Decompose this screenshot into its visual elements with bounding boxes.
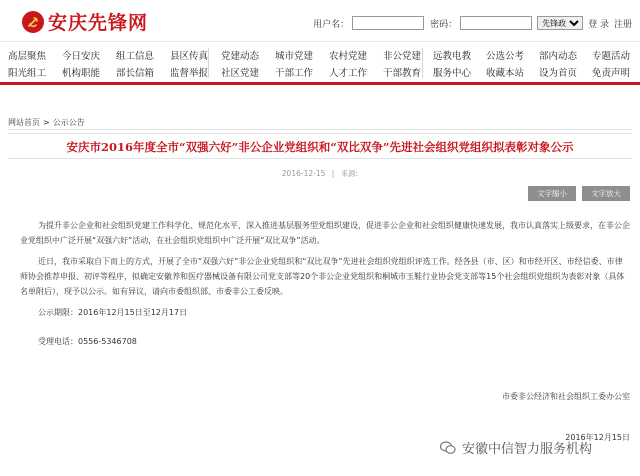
wechat-icon bbox=[440, 441, 456, 455]
nav-link[interactable]: 服务中心 bbox=[433, 68, 472, 79]
nav-link[interactable]: 高层聚焦 bbox=[8, 51, 47, 62]
password-input[interactable] bbox=[460, 16, 532, 30]
nav-link[interactable]: 远教电教 bbox=[433, 51, 472, 62]
nav-link[interactable]: 今日安庆 bbox=[62, 51, 101, 62]
nav-link[interactable]: 县区传真 bbox=[170, 51, 209, 62]
article-meta bbox=[0, 168, 640, 179]
publicity-period: 公示期限：2016年12月15日至12月17日 bbox=[38, 308, 188, 317]
nav-link[interactable]: 专题活动 bbox=[592, 51, 631, 62]
nav-divider bbox=[208, 48, 209, 78]
meta-separator: | bbox=[331, 169, 335, 178]
username-label: 用户名： bbox=[313, 19, 350, 30]
party-emblem-icon bbox=[22, 11, 44, 33]
nav-group-2 bbox=[221, 48, 421, 80]
nav-link[interactable]: 机构职能 bbox=[62, 68, 101, 79]
nav-divider bbox=[422, 48, 423, 78]
password-label: 密码： bbox=[430, 19, 458, 30]
signature: 市委非公经济和社会组织工委办公室 bbox=[502, 392, 630, 401]
article-date: 2016-12-15 bbox=[281, 169, 326, 178]
font-smaller-button[interactable]: 文字缩小 bbox=[528, 186, 576, 201]
signature-date: 2016年12月15日 bbox=[565, 433, 630, 442]
watermark-text: 安徽中信智力服务机构 bbox=[462, 442, 593, 457]
font-larger-button[interactable]: 文字放大 bbox=[582, 186, 630, 201]
nav-link[interactable]: 组工信息 bbox=[116, 51, 155, 62]
nav-link[interactable]: 收藏本站 bbox=[486, 68, 525, 79]
nav-link[interactable]: 监督举报 bbox=[170, 68, 209, 79]
article-source: 来源: bbox=[340, 169, 359, 178]
login-link[interactable]: 登 录 bbox=[588, 19, 609, 30]
nav-link[interactable]: 人才工作 bbox=[329, 68, 368, 79]
contact-phone: 受理电话：0556-5346708 bbox=[38, 337, 137, 346]
nav-link[interactable]: 公选公考 bbox=[486, 51, 525, 62]
font-size-controls bbox=[528, 186, 630, 201]
nav-link[interactable]: 部长信箱 bbox=[116, 68, 155, 79]
nav-link[interactable]: 免责声明 bbox=[592, 68, 631, 79]
breadcrumb-home[interactable]: 网站首页 bbox=[8, 118, 40, 127]
nav-link[interactable]: 城市党建 bbox=[275, 51, 314, 62]
breadcrumb-separator: > bbox=[43, 118, 50, 127]
nav-group-3 bbox=[433, 48, 630, 80]
register-link[interactable]: 注册 bbox=[613, 19, 632, 30]
nav-link[interactable]: 社区党建 bbox=[221, 68, 260, 79]
site-logo[interactable] bbox=[22, 8, 148, 35]
article-title: 安庆市2016年度全市“双强六好”非公企业党组织和“双比双争”先进社会组织党组织拟表彰对象公示 bbox=[8, 133, 632, 159]
article-paragraph: 为提升非公企业和社会组织党建工作科学化、规范化水平，深入推进基层服务型党组织建设，促进非公企业和社会组织健康快速发展，我市认真落实上级要求，在非公企业党组织中广泛开展“双强六好”活动，在社会组织党组织中广泛开展“双比双争”活动。 bbox=[20, 221, 630, 245]
article-paragraph: 近日，我市采取自下而上的方式，开展了全市“双强六好”非公企业党组织和“双比双争”先进社会组织党组织评选工作。经各县（市、区）和市经开区、市经信委、市律师协会推荐申报、初评等程序，拟确定安徽养和医疗器械设备有限公司党支部等20个非公企业党组织和桐城市玉鞋行业协会党支部等15个社会组织党组织为表彰对象（具体名单附后），现予以公示。如有异议，请向市委组织部、市委非公工委反映。 bbox=[20, 257, 625, 296]
nav-link[interactable]: 干部工作 bbox=[275, 68, 314, 79]
site-select[interactable] bbox=[537, 16, 583, 30]
breadcrumb-current[interactable]: 公示公告 bbox=[52, 118, 85, 127]
nav-link[interactable]: 设为首页 bbox=[539, 68, 578, 79]
nav-link[interactable]: 部内动态 bbox=[539, 51, 578, 62]
nav-link[interactable]: 干部教育 bbox=[383, 68, 422, 79]
breadcrumb bbox=[8, 116, 632, 130]
nav-group-1 bbox=[8, 48, 208, 80]
username-input[interactable] bbox=[352, 16, 424, 30]
site-name: 安庆先锋网 bbox=[48, 12, 149, 34]
article-body bbox=[20, 218, 630, 349]
nav-link[interactable]: 党建动态 bbox=[221, 51, 260, 62]
nav-link[interactable]: 农村党建 bbox=[329, 51, 368, 62]
nav-link[interactable]: 阳光组工 bbox=[8, 68, 47, 79]
nav-bottom-bar bbox=[0, 82, 640, 108]
nav-link[interactable]: 非公党建 bbox=[383, 51, 422, 62]
main-nav bbox=[0, 41, 640, 82]
site-header bbox=[0, 0, 640, 41]
login-form bbox=[307, 16, 632, 30]
